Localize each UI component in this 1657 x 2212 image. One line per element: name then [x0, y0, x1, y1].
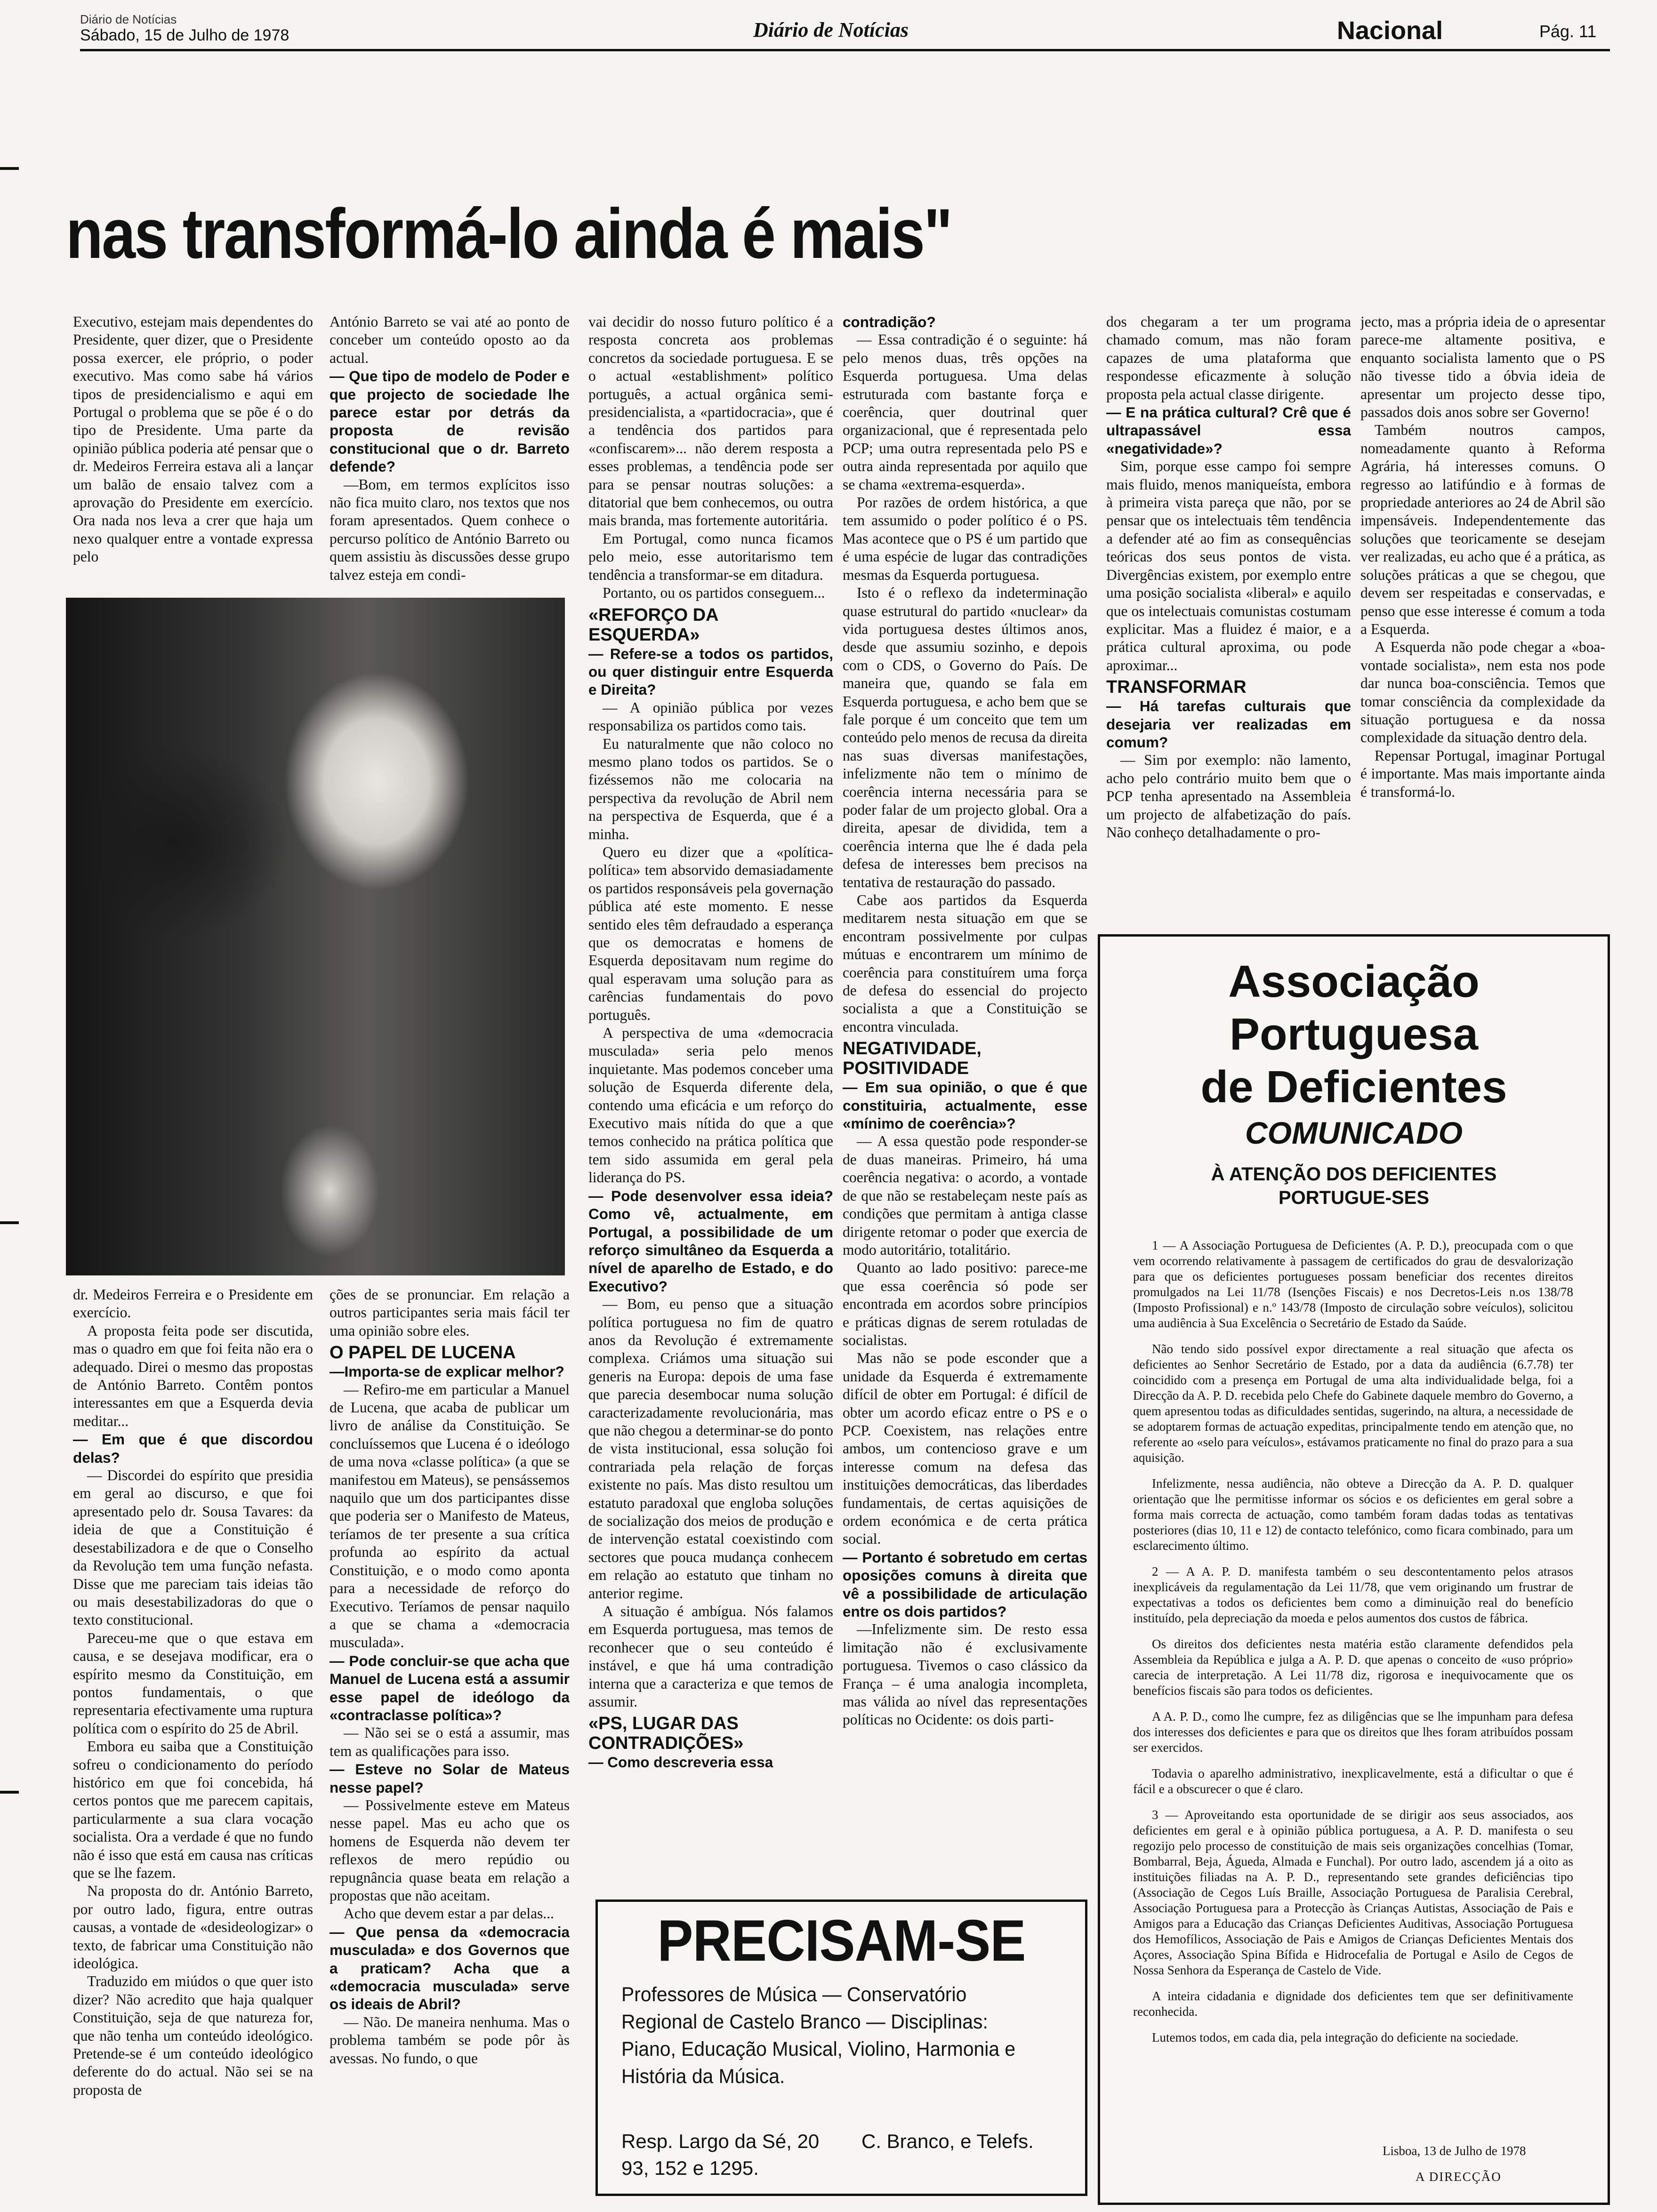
article-paragraph: — Discordei do espírito que presidia em geral ao discurso, e que foi apresentado pelo dr. Sousa Tavares: da ideia de que a Constituição é desestabilizadora e de que o Conselho da Revolução tem uma função nefasta. Disse que me pareciam tais ideias tão ou mais desestabilizadoras do que o texto constitucional. [73, 1467, 313, 1628]
apd-communique-box [1098, 934, 1610, 2205]
article-paragraph: dr. Medeiros Ferreira e o Presidente em exercício. [73, 1286, 313, 1321]
article-column-5 [1106, 313, 1351, 930]
interview-question: contradição? [843, 313, 936, 330]
article-paragraph: Na proposta do dr. António Barreto, por outro lado, figura, entre outras causas, a vontade de «desideologizar» o texto, de fabricar uma Constituição não ideológica. [73, 1883, 313, 1972]
apd-title-line3: de Deficientes [1200, 1062, 1507, 1112]
interview-question: — Esteve no Solar de Mateus nesse papel? [330, 1761, 570, 1796]
apd-place-date: Lisboa, 13 de Julho de 1978 [1383, 2144, 1526, 2158]
apd-paragraph: Lutemos todos, em cada dia, pela integração do deficiente na sociedade. [1152, 2030, 1519, 2044]
portrait-photo [66, 598, 565, 1275]
section-subheading: «PS, LUGAR DAS CONTRADIÇÕES» [588, 1714, 744, 1754]
section-subheading: O PAPEL DE LUCENA [330, 1343, 516, 1363]
article-paragraph: Eu naturalmente que não coloco no mesmo plano todos os partidos. Se o fizéssemos não me colocaria na perspectiva da revolução de Abril nem na perspectiva de Esquerda, que é a minha. [588, 735, 833, 842]
masthead-section: Nacional [1337, 16, 1443, 45]
article-paragraph: Acho que devem estar a par delas... [344, 1905, 554, 1922]
article-paragraph: Pareceu-me que o que estava em causa, e se desejava modificar, era o espírito mesmo da Constituição, em pontos fundamentais, o que representaria efectivamente uma ruptura política com o espírito do 25 de Abril. [73, 1629, 313, 1737]
article-paragraph: —Infelizmente sim. De resto essa limitação não é exclusivamente portuguesa. Tivemos o caso clássico da França – é uma analogia incompleta, mas válida ao nível das representações políticas no Ocidente: os dois parti- [843, 1621, 1087, 1728]
article-paragraph: Em Portugal, como nunca ficamos pelo meio, esse autoritarismo tem tendência a transformar-se em ditadura. [588, 530, 833, 583]
article-paragraph: Cabe aos partidos da Esquerda meditarem nesta situação em que se encontram possivelmente por culpas mútuas e encontrarem um mínimo de coerência para constituírem uma força de defesa do essencial do projecto socialista a que a Constituição se encontra vinculada. [843, 892, 1087, 1035]
article-paragraph: — Bom, eu penso que a situação política portuguesa no fim de quatro anos da Revolução é extremamente complexa. Criámos uma situação sui generis na Europa: depois de uma fase que parecia desembocar numa solução caracterizadamente revolucionária, mas que não chegou a determinar-se do ponto de vista institucional, essa solução foi contrariada pela relação de forças existente no país. Mas disto resultou um estatuto paradoxal que engloba soluções de socialização dos meios de produção e de intervenção estatal coexistindo com sectores que pouca mudança conhecem em relação ao estatuto que tinham no anterior regime. [588, 1296, 833, 1602]
interview-question: — Em sua opinião, o que é que constituiria, actualmente, esse «mínimo de coerência»? [843, 1079, 1087, 1132]
interview-question: — Em que é que discordou delas? [73, 1431, 313, 1466]
masthead-page: Pág. 11 [1539, 22, 1597, 41]
section-subheading: «REFORÇO DA ESQUERDA» [588, 605, 718, 645]
section-subheading: NEGATIVIDADE, POSITIVIDADE [843, 1039, 981, 1079]
margin-mark [0, 167, 19, 170]
article-paragraph: — A opinião pública por vezes responsabiliza os partidos como tais. [588, 699, 833, 734]
apd-paragraph: Os direitos dos deficientes nesta matéria estão claramente defendidos pela Assembleia da República e julga a A. P. D. que apenas o conceito de «uso próprio» carecia de interpretação. A Lei 11/78 diz, rigorosa e inequivocamente que os benefícios fiscais são para todos os deficientes. [1133, 1637, 1573, 1698]
article-paragraph: Isto é o reflexo da indeterminação quase estrutural do partido «nuclear» da vida portuguesa destes últimos anos, desde que assumiu sozinho, e depois com o CDS, o Governo do País. De maneira que, quando se fala em Esquerda portuguesa, e acho bem que se fale porque é um conceito que tem um conteúdo pelo menos de recusa da direita nas suas diversas manifestações, infelizmente não tem o mínimo de coerência interna necessária para se poder falar de um projecto global. Ora a direita, apesar de dividida, tem a coerência interna que lhe é dada pela defesa de interesses bem precisos na tentativa de restauração do passado. [843, 585, 1087, 890]
article-paragraph: jecto, mas a própria ideia de o apresentar parece-me altamente positiva, e enquanto socialista lamento que o PS não tivesse tido a óbvia ideia de apresentar um projecto desse tipo, passados dois anos sobre ser Governo! [1360, 313, 1605, 421]
article-paragraph: Também noutros campos, nomeadamente quanto à Reforma Agrária, há interesses comuns. O regresso ao latifúndio e à formas de propriedade anteriores ao 24 de Abril são impensáveis. Independentemente das soluções que teoricamente se desejam ver realizadas, eu acho que é a prática, as soluções práticas a que se chegou, que devem ser respeitadas e conservadas, e penso que esse interesse é comum a toda a Esquerda. [1360, 422, 1605, 637]
article-paragraph: Quanto ao lado positivo: parece-me que essa coerência só pode ser encontrada em acordos sobre princípios e práticas dignas de serem rotuladas de socialistas. [843, 1259, 1087, 1348]
article-paragraph: Repensar Portugal, imaginar Portugal é importante. Mas mais importante ainda é transformá-lo. [1360, 747, 1605, 800]
interview-question: — E na prática cultural? Crê que é ultrapassável essa «negatividade»? [1106, 404, 1351, 457]
article-paragraph: — Possivelmente esteve em Mateus nesse papel. Mas eu acho que os homens de Esquerda não devem ter reflexos de mero repúdio ou repugnância quase beata em relação a propostas que não aceitam. [330, 1796, 570, 1904]
masthead-paper: Diário de Notícias [753, 18, 909, 41]
article-paragraph: Portanto, ou os partidos conseguem... [603, 585, 825, 601]
article-paragraph: — Sim por exemplo: não lamento, acho pelo contrário muito bem que o PCP tenha apresentado na Assembleia um projecto de alfabetização do país. Não conheço detalhadamente o pro- [1106, 752, 1351, 841]
apd-subtitle: COMUNICADO [1245, 1115, 1463, 1150]
interview-question: — Que tipo de modelo de Poder e que projecto de sociedade lhe parece estar por detrás da proposta de revisão constitucional que o dr. Barreto defende? [330, 368, 570, 475]
apd-paragraph: 3 — Aproveitando esta oportunidade de se dirigir aos seus associados, aos deficientes em geral e à opinião pública portuguesa, a A. P. D. manifesta o seu regozijo pelo processo de constituição de mais seis organizações concelhias (Tomar, Bombarral, Beja, Águeda, Almada e Funchal). Por outro lado, ascendem já a oito as instituições filiadas na A. P. D., representando sete grandes deficiências tipo (Associação de Cegos Luís Braille, Associação Portuguesa de Paralisia Cerebral, Associação Portuguesa para a Protecção às Crianças Autistas, Associação de Pais e Amigos para a Educação das Crianças Deficientes Auditivas, Associação Portuguesa dos Hemofílicos, Associação de Pais e Amigos de Crianças Deficientes Mentais dos Açores, Associação Spina Bífida e Hidrocefalia de Portugal e Asilo de Cegos de Nossa Senhora da Esperança de Castelo de Vide. [1133, 1808, 1573, 1977]
margin-mark [0, 1221, 19, 1224]
article-column-2b [330, 1286, 570, 2208]
interview-question: — Portanto é sobretudo em certas oposições comuns à direita que vê a possibilidade de articulação entre os dois partidos? [843, 1548, 1087, 1620]
interview-question: — Que pensa da «democracia musculada» e dos Governos que a praticam? Acha que a «democracia musculada» serve os ideais de Abril? [330, 1923, 570, 2013]
apd-title-line2: Portuguesa [1229, 1009, 1479, 1059]
article-paragraph: A situação é ambígua. Nós falamos em Esquerda portuguesa, mas temos de reconhecer que o seu conteúdo é instável, e que há uma contradição interna que a caracteriza e que temos de assumir. [588, 1603, 833, 1710]
interview-question: — Há tarefas culturais que desejaria ver realizadas em comum? [1106, 697, 1351, 751]
apd-paragraph: Não tendo sido possível expor directamente a real situação que afecta os deficientes ao Senhor Secretário de Estado, por a data da audiência (6.7.78) ter coincidido com a presença em Portugal de uma alta individualidade belga, foi a Direcção da A. P. D. recebida pelo Chefe do Gabinete daquele membro do Governo, a quem apresentou todas as dificuldades sentidas, sugerindo, na altura, a necessidade de se adoptarem formas de actuação expeditas, principalmente tendo em atenção que, no referente ao «selo para veículos», estávamos praticamente no final do prazo para a sua aquisição. [1133, 1342, 1573, 1465]
interview-question: — Como descreveria essa [588, 1754, 773, 1771]
apd-paragraph: 2 — A A. P. D. manifesta também o seu descontentamento pelos atrasos inexplicáveis da regulamentação da Lei 11/78, que vem originando um frustrar de expectativas a todos os deficientes bem como a diminuição real do benefício instituído, pela depreciação da moeda e pelos aumentos dos custos de fábrica. [1133, 1564, 1573, 1625]
apd-attention: À ATENÇÃO DOS DEFICIENTES PORTUGUE-SES [1211, 1164, 1497, 1208]
jobs-footer-left: Resp. Largo da Sé, 20 [621, 2130, 820, 2152]
article-paragraph: A Esquerda não pode chegar a «boa-vontade socialista», nem esta nos pode dar nunca boa-consciência. Temos que tomar consciência da complexidade da situação portuguesa e da nossa complexidade da situação dentro dela. [1360, 639, 1605, 746]
apd-paragraph: A A. P. D., como lhe cumpre, fez as diligências que se lhe impunham para defesa dos interesses dos deficientes e para que os direitos que lhes foram atribuídos possam ser exercidos. [1133, 1709, 1573, 1755]
apd-body [1133, 1238, 1573, 2056]
article-column-4 [843, 313, 1087, 2040]
article-paragraph: Quero eu dizer que a «política-política» tem absorvido demasiadamente os partidos responsáveis pela governação pública até este momento. E nesse sentido eles têm defraudado a esperança que os democratas e homens de Esquerda depositavam num regime do qual esperavam uma solução para as carências fundamentais do povo português. [588, 843, 833, 1023]
article-paragraph: ções de se pronunciar. Em relação a outros participantes seria mais fácil ter uma opinião sobre eles. [330, 1286, 570, 1339]
article-paragraph: Embora eu saiba que a Constituição sofreu o condicionamento do período histórico em que foi concebida, há certos pontos que me parecem capitais, particularmente a sua clara vocação socialista. Ora a verdade é que no fundo não é isso que está em causa nas críticas que se lhe fazem. [73, 1738, 313, 1881]
margin-mark [0, 1791, 19, 1794]
article-paragraph: Por razões de ordem histórica, a que tem assumido o poder político é o PS. Mas acontece que o PS é um partido que é uma espécie de lugar das contradições mesmas da Esquerda portuguesa. [843, 494, 1087, 583]
article-paragraph: Traduzido em miúdos o que quer isto dizer? Não acredito que haja qualquer Constituição, seja de que natureza for, que não tenha um conteúdo ideológico. Pretende-se é um conteúdo ideológico deferente do do actual. Não sei se na proposta de [73, 1973, 313, 2098]
headline: nas transformá-lo ainda é mais" [66, 194, 951, 273]
article-paragraph: vai decidir do nosso futuro político é a resposta concreta aos problemas concretos da sociedade portuguesa. E se o actual «establishment» político português, a actual orgânica semi-presidencialista, a «partidocracia», que é a tendência dos partidos para «confiscarem»... não derem resposta a esses problemas, a tendência pode ser para se pensar noutras soluções: a ditatorial que bem conhecemos, ou outra mais branda, mas fortemente autoritária. [588, 313, 833, 529]
interview-question: — Pode desenvolver essa ideia? Como vê, actualmente, em Portugal, a possibilidade de um reforço simultâneo da Esquerda a nível de aparelho de Estado, e do Executivo? [588, 1187, 833, 1295]
interview-question: — Pode concluir-se que acha que Manuel de Lucena está a assumir esse papel de ideólogo da «contraclasse política»? [330, 1652, 570, 1723]
apd-paragraph: Todavia o aparelho administrativo, inexplicavelmente, está a dificultar o que é fácil e a obscurecer o que é claro. [1133, 1766, 1573, 1796]
apd-title-line1: Associação [1228, 956, 1480, 1007]
interview-question: —Importa-se de explicar melhor? [330, 1363, 564, 1380]
article-paragraph: Executivo, estejam mais dependentes do Presidente, quer dizer, que o Presidente possa exercer, ele próprio, o poder executivo. Mas como sabe há vários tipos de presidencialismo e aqui em Portugal o problema que se põe é o do tipo de Presidente. Uma parte da opinião pública poderia até pensar que o dr. Medeiros Ferreira estava ali a lançar um balão de ensaio talvez com a aprovação do Presidente em exercício. Ora nada nos leva a crer que haja um nexo qualquer entre a vontade expressa pelo [73, 313, 313, 565]
article-column-2a [330, 313, 570, 595]
article-paragraph: Sim, porque esse campo foi sempre mais fluido, menos maniqueísta, embora à primeira vista pareça que não, por se pensar que os intelectuais têm tendência a defender até ao fim as consequências teóricas dos seus pontos de vista. Divergências existem, por exemplo entre uma posição socialista «liberal» e aquilo que os intelectuais comunistas costumam explicitar. Mas a fluidez é maior, e a prática cultural aproxima, ou pode aproximar... [1106, 458, 1351, 673]
article-column-1b [73, 1286, 313, 2208]
apd-paragraph: A inteira cidadania e dignidade dos deficientes tem que ser definitivamente reconhecida. [1133, 1989, 1573, 2019]
article-paragraph: Mas não se pode esconder que a unidade da Esquerda é extremamente difícil de obter em Portugal: é difícil de obter um acordo eficaz entre o PS e o PCP. Coexistem, nas relações entre ambos, um contencioso grave e um interesse comum na defesa das instituições democráticas, das liberdades fundamentais, de certas aquisições de ordem económica e de certa prática social. [843, 1350, 1087, 1547]
apd-paragraph: Infelizmente, nessa audiência, não obteve a Direcção da A. P. D. qualquer orientação que lhe permitisse informar os sócios e os deficientes em geral sobre a forma mais correcta de actuação, como também foram dadas todas as tentativas posteriores (dias 10, 11 e 12) de contacto telefónico, como ficara combinado, para um esclarecimento último. [1133, 1476, 1573, 1553]
article-paragraph: — Não sei se o está a assumir, mas tem as qualificações para isso. [330, 1724, 570, 1759]
jobs-body: Professores de Música — Conservatório Regional de Castelo Branco — Disciplinas: Piano, Educação Musical, Violino, Harmonia e História da Música. [621, 1983, 1016, 2088]
article-paragraph: A perspectiva de uma «democracia musculada» seria pelo menos inquietante. Mas podemos conceber uma solução de Esquerda diferente dela, contendo uma eficácia e um reforço do Executivo mais nítida do que a que temos conhecido na prática política que tem sido assumida em geral pela liderança do PS. [588, 1025, 833, 1186]
article-column-6 [1360, 313, 1605, 930]
apd-paragraph: 1 — A Associação Portuguesa de Deficientes (A. P. D.), preocupada com o que vem ocorrendo relativamente à passagem de certificados do grau de desvalorização para que os deficientes portugueses possam beneficiar dos recentes direitos promulgados na Lei 11/78 (Isenções Fiscais) e nos Decretos-Leis n.os 138/78 (Imposto Profissional) e n.º 143/78 (Imposto de circulação sobre veículos), solicitou uma audiência à Sua Excelência o Secretário de Estado da Saúde. [1133, 1238, 1573, 1330]
article-paragraph: dos chegaram a ter um programa chamado comum, mas não foram capazes de uma plataforma que respondesse eficazmente à solução proposta pela actual classe dirigente. [1106, 313, 1351, 402]
article-paragraph: A proposta feita pode ser discutida, mas o quadro em que foi feita não era o adequado. Direi o mesmo das propostas de António Barreto. Contêm pontos interessantes em que a Esquerda devia meditar... [73, 1322, 313, 1429]
masthead-top-left: Diário de Notícias [80, 12, 177, 26]
jobs-footer-tel: 93, 152 e 1295. [621, 2157, 759, 2179]
jobs-title: PRECISAM-SE [657, 1908, 1026, 1973]
article-paragraph: — A essa questão pode responder-se de duas maneiras. Primeiro, há uma coerência negativa: o acordo, a vontade de que não se restabeleçam neste país as condições que permitam à antiga classe dirigente retomar o poder que exercia de modo autoritário, totalitário. [843, 1133, 1087, 1258]
article-column-1a [73, 313, 313, 595]
masthead-date: Sábado, 15 de Julho de 1978 [80, 26, 290, 44]
article-paragraph: — Refiro-me em particular a Manuel de Lucena, que acaba de publicar um livro de análise da Constituição. Se concluíssemos que Lucena é o ideólogo de uma nova «classe política» (a que se manifestou em Mateus), se pensássemos naquilo que um dos participantes disse que poderia ser o Manifesto de Mateus, teríamos de ter presente a sua crítica profunda ao espírito da actual Constituição, e o modo como aponta para a necessidade de reforço do Executivo. Teríamos de pensar naquilo a que se chama a «democracia musculada». [330, 1381, 570, 1651]
article-paragraph: — Não. De maneira nenhuma. Mas o problema também se pode pôr às avessas. No fundo, o que [330, 2013, 570, 2067]
jobs-footer-right: C. Branco, e Telefs. [861, 2130, 1034, 2152]
jobs-ad-box [595, 1899, 1087, 2196]
section-subheading: TRANSFORMAR [1106, 677, 1247, 697]
article-paragraph: —Bom, em termos explícitos isso não fica muito claro, nos textos que nos foram apresentados. Quem conhece o percurso político de António Barreto ou quem assistiu às discussões desse grupo talvez esteja em condi- [330, 476, 570, 583]
masthead-rule [80, 49, 1610, 51]
article-paragraph: António Barreto se vai até ao ponto de conceber um conteúdo oposto ao da actual. [330, 313, 570, 366]
apd-signature: A DIRECÇÃO [1416, 2170, 1502, 2184]
article-paragraph: — Essa contradição é o seguinte: há pelo menos duas, três opções na Esquerda portuguesa. Uma delas estruturada com bastante força e coerência, quer doutrinal quer organizacional, que é representada pelo PCP; uma outra representada pelo PS e outra ainda representada por aquilo que se chama «extrema-esquerda». [843, 331, 1087, 493]
interview-question: — Refere-se a todos os partidos, ou quer distinguir entre Esquerda e Direita? [588, 645, 833, 698]
